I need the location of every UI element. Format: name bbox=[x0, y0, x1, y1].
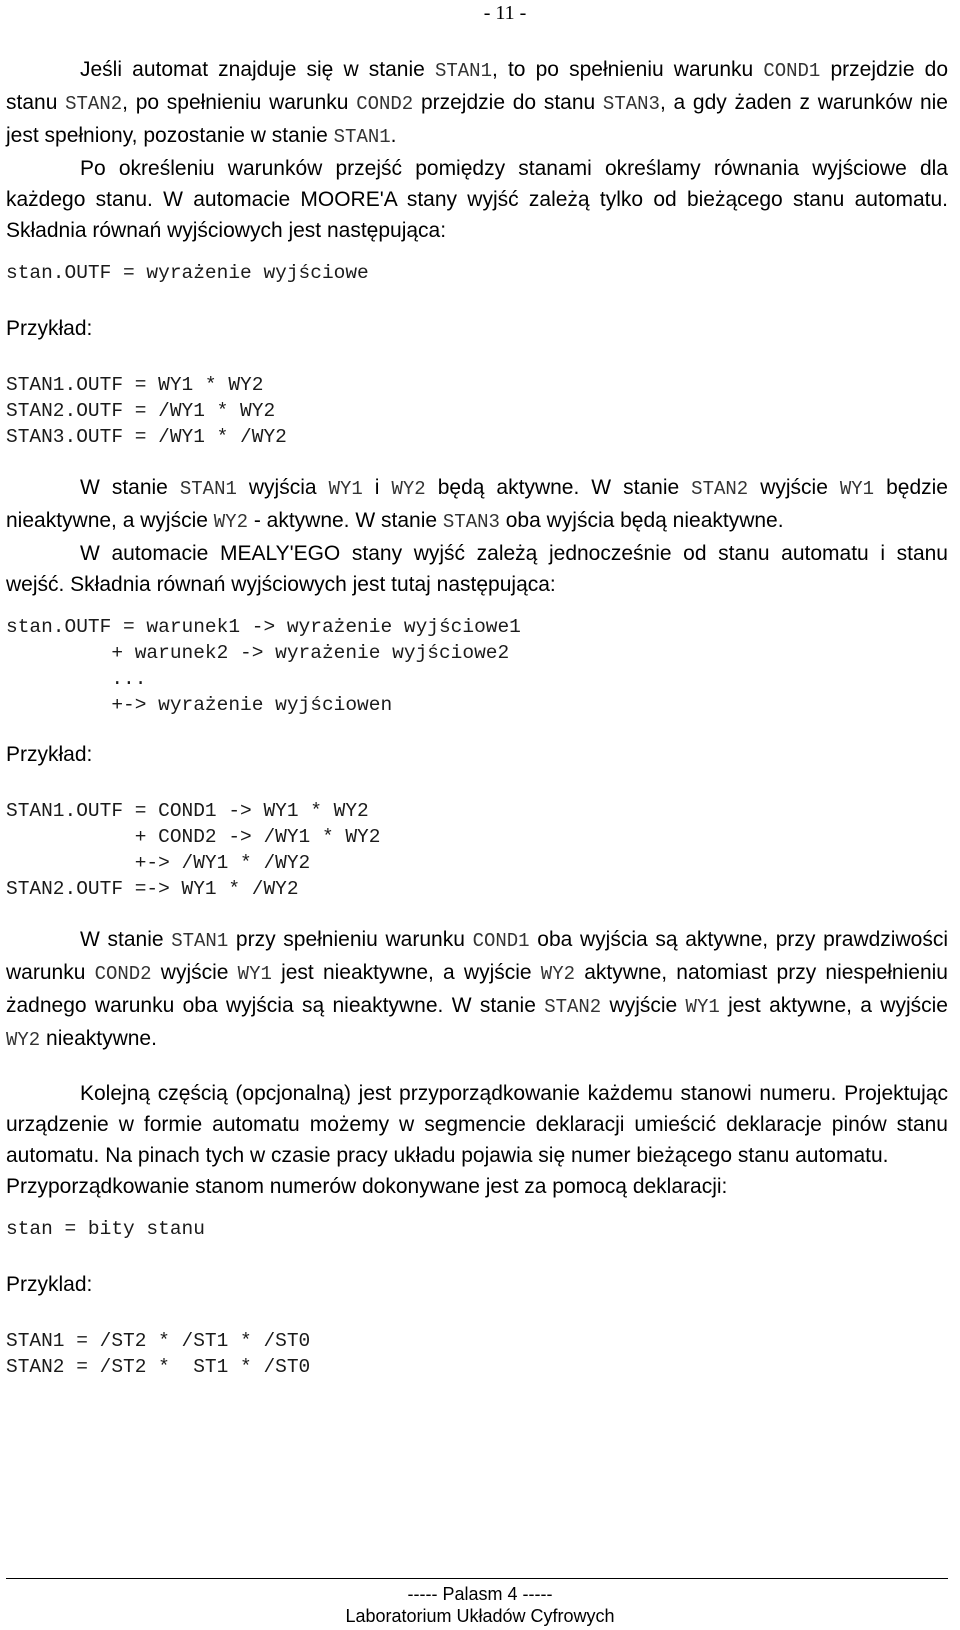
paragraph-transitions: Jeśli automat znajduje się w stanie STAN1, to po spełnieniu warunku COND1 przejdzie do stanu STAN2, po spełnieniu warunku COND2 przejdzie do stanu STAN3, a gdy żaden z warunków nie jest spełniony, pozostanie w stanie STAN1. bbox=[6, 58, 948, 148]
code-example-moore: STAN1.OUTF = WY1 * WY2 STAN2.OUTF = /WY1 * WY2 STAN3.OUTF = /WY1 * /WY2 bbox=[6, 374, 287, 448]
paragraph-declaration: Przyporządkowanie stanom numerów dokonywane jest za pomocą deklaracji: bbox=[6, 1175, 728, 1198]
example-label: Przykład: bbox=[6, 743, 93, 766]
paragraph-mealy-explanation: W stanie STAN1 przy spełnieniu warunku COND1 oba wyjścia są aktywne, przy prawdziwości warunku COND2 wyjście WY1 jest nieaktywne, a wyjście WY2 aktywne, natomiast przy niespełnieniu żadnego warunku oba wyjścia są nieaktywne. W stanie STAN2 wyjście WY1 jest aktywne, a wyjście WY2 nieaktywne. bbox=[6, 928, 948, 1051]
paragraph-state-numbering: Kolejną częścią (opcjonalną) jest przyporządkowanie każdemu stanowi numeru. Projektując urządzenie w formie automatu możemy w segmencie deklaracji umieścić deklaracje pinów stanu automatu. Na pinach tych w czasie pracy układu pojawia się numer bieżącego stanu automatu. bbox=[6, 1082, 948, 1167]
document-body bbox=[6, 54, 948, 1380]
example-label: Przykład: bbox=[6, 317, 93, 340]
paragraph-mealy: W automacie MEALY'EGO stany wyjść zależą jednocześnie od stanu automatu i stanu wejść. Składnia równań wyjściowych jest tutaj następująca: bbox=[6, 542, 948, 596]
footer-subtitle: Laboratorium Układów Cyfrowych bbox=[345, 1606, 615, 1626]
page-number: - 11 - bbox=[483, 2, 527, 24]
paragraph-moore: Po określeniu warunków przejść pomiędzy stanami określamy równania wyjściowe dla każdego stanu. W automacie MOORE'A stany wyjść zależą tylko od bieżącego stanu automatu. Składnia równań wyjściowych jest następująca: bbox=[6, 157, 948, 242]
paragraph-moore-explanation: W stanie STAN1 wyjścia WY1 i WY2 będą aktywne. W stanie STAN2 wyjście WY1 będzie nieaktywne, a wyjście WY2 - aktywne. W stanie STAN3 oba wyjścia będą nieaktywne. bbox=[6, 476, 948, 533]
code-example-mealy: STAN1.OUTF = COND1 -> WY1 * WY2 + COND2 -> /WY1 * WY2 +-> /WY1 * /WY2 STAN2.OUTF =-> WY1 * /WY2 bbox=[6, 800, 381, 900]
example-label: Przyklad: bbox=[6, 1273, 93, 1296]
footer-title: ----- Palasm 4 ----- bbox=[407, 1584, 553, 1604]
code-syntax-mealy: stan.OUTF = warunek1 -> wyrażenie wyjściowe1 + warunek2 -> wyrażenie wyjściowe2 ... +-> wyrażenie wyjściowen bbox=[6, 616, 521, 716]
footer-divider bbox=[6, 1578, 948, 1579]
code-syntax-state: stan = bity stanu bbox=[6, 1218, 205, 1240]
code-example-state: STAN1 = /ST2 * /ST1 * /ST0 STAN2 = /ST2 * ST1 * /ST0 bbox=[6, 1330, 311, 1378]
page-footer bbox=[0, 1583, 960, 1627]
code-syntax-moore: stan.OUTF = wyrażenie wyjściowe bbox=[6, 262, 369, 284]
